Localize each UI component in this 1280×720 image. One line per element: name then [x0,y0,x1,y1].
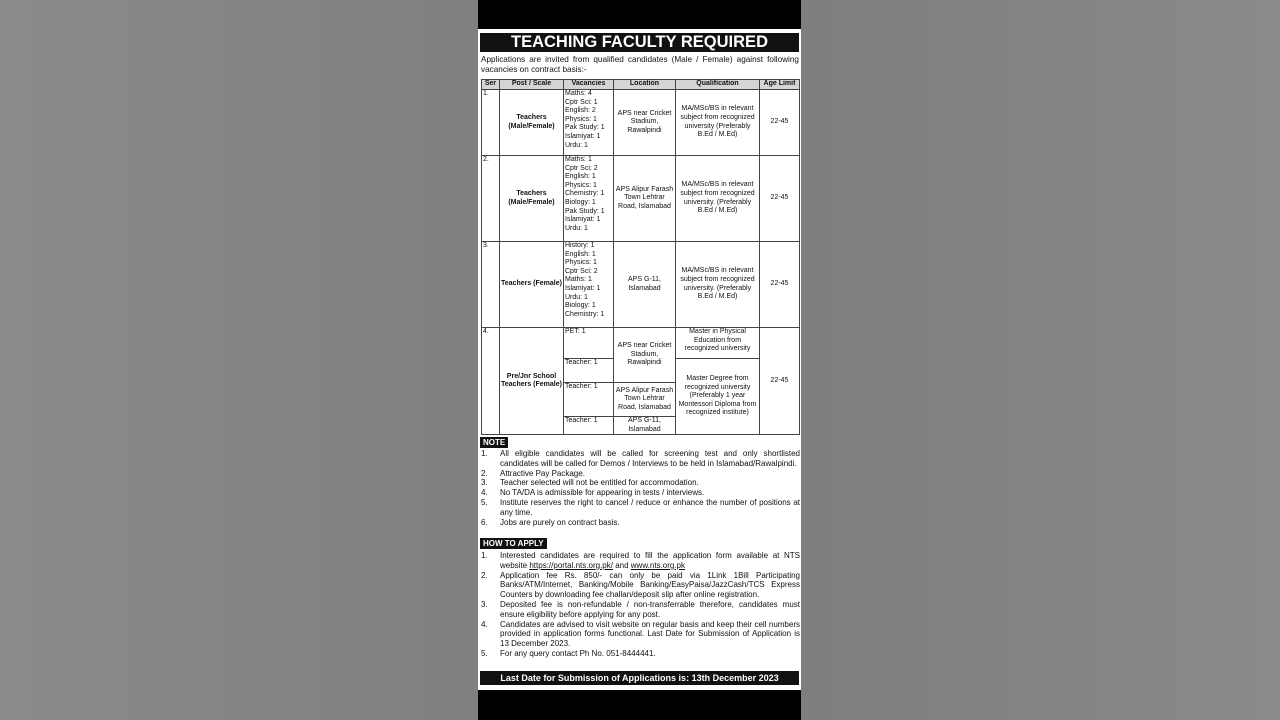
cell-location: APS Alipur Farash Town Lehtrar Road, Islamabad [614,156,676,242]
cell-location: APS near Cricket Stadium, Rawalpindi [614,90,676,156]
header-qualification: Qualification [676,80,760,90]
how-to-apply-label: HOW TO APPLY [480,538,547,549]
cell-qualification: MA/MSc/BS in relevant subject from recognized university. (Preferably B.Ed / M.Ed) [676,242,760,328]
cell-age: 22-45 [760,242,800,328]
cell-qualification: MA/MSc/BS in relevant subject from recognized university. (Preferably B.Ed / M.Ed) [676,156,760,242]
list-item: 3. Teacher selected will not be entitled for accommodation. [481,478,699,488]
apply-item-text: Candidates are advised to visit website on regular basis and keep their cell numbers provided in application forms functional. Last Date for Submission of Application is 13 December 2023. [500,619,800,649]
vacancy-entry: Urdu: 1 [565,141,588,149]
vacancy-entry: Cptr Sci: 1 [565,98,598,106]
note-item-text: Institute reserves the right to cancel / reduce or enhance the number of positions at any time. [500,497,800,517]
and-text: and [612,560,631,570]
cell-post: Pre/Jnr School Teachers (Female) [500,328,564,435]
background-right [801,0,1280,720]
vacancy-entry: English: 1 [565,173,596,181]
cell-qualification: Master Degree from recognized university (Preferably 1 year Montessori Diploma from recognized institute) [676,359,760,435]
last-date-banner: Last Date for Submission of Applications is: 13th December 2023 [480,671,799,685]
ad-intro: Applications are invited from qualified candidates (Male / Female) against following vacancies on contract basis:- [481,55,799,74]
list-item: 4. Candidates are advised to visit website on regular basis and keep their cell numbers provided in application forms functional. Last Date for Submission of Application is 13 December 2023. [481,619,800,649]
apply-item-text: For any query contact Ph No. 051-8444441. [500,648,656,658]
list-item: 2. Attractive Pay Package. [481,468,585,478]
vacancy-entry: Biology: 1 [565,198,596,206]
cell-qualification: Master in Physical Education from recognized university [676,328,760,359]
vacancy-entry: Urdu: 1 [565,293,588,301]
cell-ser: 1. [482,90,500,156]
apply-item-text: Interested candidates are required to fill the application form available at NTS website [500,551,800,570]
vacancy-entry: Cptr Sci: 2 [565,267,598,275]
vacancy-entry: History: 1 [565,242,595,249]
note-list [481,449,800,527]
table-row [482,90,800,156]
vacancy-entry: Islamiyat: 1 [565,216,601,224]
cell-post: Teachers (Male/Female) [500,156,564,242]
vacancy-entry: Maths: 4 [565,90,592,97]
vacancy-entry: Maths: 1 [565,156,592,163]
vacancies-table [481,79,800,435]
list-item: 1. Interested candidates are required to fill the application form available at NTS website https://portal.nts.org.pk/ and www.nts.org.pk [481,551,800,570]
cell-post: Teachers (Female) [500,242,564,328]
cell-vacancy-teacher: Teacher: 1 [564,383,614,417]
vacancy-entry: Chemistry: 1 [565,310,605,318]
header-vacancies: Vacancies [564,80,614,90]
vacancy-entry: Physics: 1 [565,259,597,267]
vacancy-entry: Biology: 1 [565,302,596,310]
cell-vacancies [564,156,614,242]
list-item: 5. Institute reserves the right to cancel / reduce or enhance the number of positions at any time. [481,497,800,517]
note-item-text: Teacher selected will not be entitled for accommodation. [500,478,699,488]
background-left [0,0,478,720]
vacancy-entry: Urdu: 1 [565,224,588,232]
vacancy-entry: Chemistry: 1 [565,190,605,198]
vacancy-entry: Physics: 1 [565,181,597,189]
table-header-row [482,80,800,90]
vacancy-entry: English: 2 [565,107,596,115]
list-item: 3. Deposited fee is non-refundable / non-transferrable therefore, candidates must ensure eligibility before applying for any post. [481,599,800,619]
note-item-text: Jobs are purely on contract basis. [500,517,620,527]
cell-age: 22-45 [760,328,800,435]
cell-ser: 2. [482,156,500,242]
cell-qualification: MA/MSc/BS in relevant subject from recognized university (Preferably B.Ed / M.Ed) [676,90,760,156]
cell-location: APS Alipur Farash Town Lehtrar Road, Islamabad [614,383,676,417]
cell-ser: 4. [482,328,500,435]
vacancy-entry: Pak Study: 1 [565,124,605,132]
table-row [482,156,800,242]
apply-item-text: Deposited fee is non-refundable / non-transferrable therefore, candidates must ensure eligibility before applying for any post. [500,599,800,619]
header-location: Location [614,80,676,90]
note-label: NOTE [480,437,508,448]
vacancy-entry: English: 1 [565,250,596,258]
table-row [482,328,800,359]
nts-website-link[interactable]: www.nts.org.pk [630,560,686,570]
ad-title: TEACHING FACULTY REQUIRED [480,33,799,52]
table-row [482,242,800,328]
cell-location: APS near Cricket Stadium, Rawalpindi [614,328,676,383]
apply-item-text: Application fee Rs. 850/- can only be paid via 1Link 1Bill Participating Banks/ATM/Internet, Banking/Mobile Banking/EasyPaisa/JazzCash/TCS Express Counters by downloading fee challan/deposit slip after online registration. [500,570,800,600]
header-post: Post / Scale [500,80,564,90]
list-item: 2. Application fee Rs. 850/- can only be paid via 1Link 1Bill Participating Banks/ATM/Internet, Banking/Mobile Banking/EasyPaisa/JazzCash/TCS Express Counters by downloading fee challan/deposit slip after online registration. [481,570,800,600]
cell-location: APS G-11, Islamabad [614,242,676,328]
note-item-text: Attractive Pay Package. [500,468,585,478]
list-item: 1. All eligible candidates will be called for screening test and only shortlisted candidates will be called for Demos / Interviews to be held in Islamabad/Rawalpindi. [481,449,800,468]
cell-vacancy-pet: PET: 1 [564,328,614,359]
apply-list [481,551,800,659]
cell-vacancy-teacher: Teacher: 1 [564,359,614,383]
header-age: Age Limit [760,80,800,90]
cell-post: Teachers (Male/Female) [500,90,564,156]
header-ser: Ser [482,80,500,90]
vacancy-entry: Pak Study: 1 [565,207,605,215]
list-item: 4. No TA/DA is admissible for appearing in tests / interviews. [481,488,705,498]
vacancy-entry: Islamiyat: 1 [565,132,601,140]
cell-location: APS G-11, Islamabad [614,417,676,435]
cell-vacancies [564,90,614,156]
list-item: 6. Jobs are purely on contract basis. [481,517,620,527]
note-item-text: All eligible candidates will be called for screening test and only shortlisted candidates will be called for Demos / Interviews to be held in Islamabad/Rawalpindi. [500,449,800,468]
cell-vacancy-teacher: Teacher: 1 [564,417,614,435]
cell-vacancies [564,242,614,328]
vacancy-entry: Physics: 1 [565,115,597,123]
vacancy-entry: Cptr Sci: 2 [565,164,598,172]
vacancy-entry: Maths: 1 [565,276,592,284]
note-item-text: No TA/DA is admissible for appearing in tests / interviews. [500,488,705,498]
job-advertisement [478,29,801,690]
cell-age: 22-45 [760,156,800,242]
nts-portal-link[interactable]: https://portal.nts.org.pk/ [529,560,613,570]
list-item: 5. For any query contact Ph No. 051-8444441. [481,648,656,658]
cell-age: 22-45 [760,90,800,156]
cell-ser: 3. [482,242,500,328]
vacancy-entry: Islamiyat: 1 [565,284,601,292]
